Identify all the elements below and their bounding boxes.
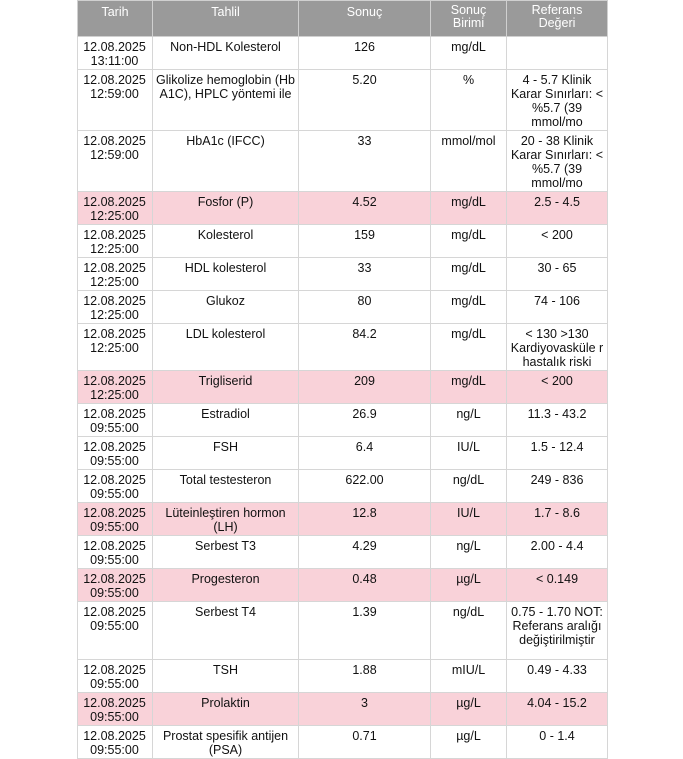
- table-row: [78, 470, 608, 503]
- date-value: 12.08.2025: [83, 506, 146, 520]
- cell-date: [78, 726, 153, 759]
- cell-date: [78, 291, 153, 324]
- cell-reference: 20 - 38 Klinik Karar Sınırları: < %5.7 (39 mmol/mo: [507, 131, 608, 192]
- date-value: 12.08.2025: [83, 294, 146, 308]
- cell-reference: 4 - 5.7 Klinik Karar Sınırları: < %5.7 (39 mmol/mo: [507, 70, 608, 131]
- cell-unit: ng/L: [431, 536, 507, 569]
- table-row: [78, 225, 608, 258]
- cell-date: [78, 470, 153, 503]
- cell-test: TSH: [153, 660, 299, 693]
- date-value: 12.08.2025: [83, 539, 146, 553]
- table-row: [78, 503, 608, 536]
- date-value: 12.08.2025: [83, 473, 146, 487]
- cell-unit: mg/dL: [431, 371, 507, 404]
- header-test: Tahlil: [153, 1, 299, 37]
- table-row: [78, 404, 608, 437]
- date-value: 12.08.2025: [83, 195, 146, 209]
- cell-date: [78, 569, 153, 602]
- time-value: 09:55:00: [90, 677, 139, 691]
- cell-reference: 74 - 106: [507, 291, 608, 324]
- table-row: [78, 437, 608, 470]
- cell-reference: 2.00 - 4.4: [507, 536, 608, 569]
- cell-test: FSH: [153, 437, 299, 470]
- cell-date: [78, 225, 153, 258]
- date-value: 12.08.2025: [83, 228, 146, 242]
- cell-result: 159: [299, 225, 431, 258]
- table-row: [78, 37, 608, 70]
- cell-test: Prolaktin: [153, 693, 299, 726]
- cell-result: 622.00: [299, 470, 431, 503]
- cell-result: 5.20: [299, 70, 431, 131]
- table-row: [78, 536, 608, 569]
- lab-results-table: [77, 0, 608, 759]
- cell-result: 12.8: [299, 503, 431, 536]
- time-value: 09:55:00: [90, 586, 139, 600]
- cell-result: 1.88: [299, 660, 431, 693]
- cell-test: Total testesteron: [153, 470, 299, 503]
- cell-reference: 0.49 - 4.33: [507, 660, 608, 693]
- date-value: 12.08.2025: [83, 374, 146, 388]
- cell-date: [78, 536, 153, 569]
- cell-unit: µg/L: [431, 726, 507, 759]
- time-value: 12:25:00: [90, 308, 139, 322]
- cell-date: [78, 404, 153, 437]
- cell-test: Non-HDL Kolesterol: [153, 37, 299, 70]
- cell-result: 1.39: [299, 602, 431, 660]
- cell-test: Trigliserid: [153, 371, 299, 404]
- header-unit: [431, 1, 507, 37]
- table-row: [78, 192, 608, 225]
- time-value: 12:59:00: [90, 87, 139, 101]
- time-value: 09:55:00: [90, 743, 139, 757]
- table-row: [78, 569, 608, 602]
- cell-unit: µg/L: [431, 569, 507, 602]
- time-value: 09:55:00: [90, 619, 139, 633]
- cell-test: Estradiol: [153, 404, 299, 437]
- cell-test: Glikolize hemoglobin (Hb A1C), HPLC yöntemi ile: [153, 70, 299, 131]
- table-row: [78, 660, 608, 693]
- time-value: 09:55:00: [90, 421, 139, 435]
- time-value: 12:25:00: [90, 341, 139, 355]
- time-value: 09:55:00: [90, 553, 139, 567]
- date-value: 12.08.2025: [83, 261, 146, 275]
- cell-result: 80: [299, 291, 431, 324]
- table-row: [78, 602, 608, 660]
- cell-unit: mg/dL: [431, 225, 507, 258]
- time-value: 12:59:00: [90, 148, 139, 162]
- cell-unit: ng/dL: [431, 470, 507, 503]
- time-value: 09:55:00: [90, 454, 139, 468]
- cell-date: [78, 371, 153, 404]
- time-value: 12:25:00: [90, 209, 139, 223]
- cell-reference: 30 - 65: [507, 258, 608, 291]
- cell-reference: < 0.149: [507, 569, 608, 602]
- time-value: 12:25:00: [90, 242, 139, 256]
- cell-date: [78, 131, 153, 192]
- cell-result: 84.2: [299, 324, 431, 371]
- cell-reference: 249 - 836: [507, 470, 608, 503]
- cell-unit: mg/dL: [431, 324, 507, 371]
- date-value: 12.08.2025: [83, 663, 146, 677]
- cell-reference: [507, 37, 608, 70]
- cell-unit: ng/L: [431, 404, 507, 437]
- header-date: Tarih: [78, 1, 153, 37]
- date-value: 12.08.2025: [83, 134, 146, 148]
- date-value: 12.08.2025: [83, 73, 146, 87]
- header-reference-line1: Referans: [531, 3, 583, 17]
- cell-result: 4.29: [299, 536, 431, 569]
- cell-unit: mg/dL: [431, 291, 507, 324]
- cell-reference: 1.5 - 12.4: [507, 437, 608, 470]
- cell-result: 33: [299, 131, 431, 192]
- table-body: [78, 37, 608, 759]
- cell-result: 126: [299, 37, 431, 70]
- table-row: [78, 291, 608, 324]
- cell-result: 6.4: [299, 437, 431, 470]
- cell-reference: 1.7 - 8.6: [507, 503, 608, 536]
- header-unit-line1: Sonuç: [450, 3, 487, 17]
- date-value: 12.08.2025: [83, 696, 146, 710]
- cell-unit: IU/L: [431, 437, 507, 470]
- table-row: [78, 726, 608, 759]
- cell-reference: 2.5 - 4.5: [507, 192, 608, 225]
- cell-reference: < 200: [507, 225, 608, 258]
- time-value: 13:11:00: [90, 54, 139, 68]
- cell-test: Kolesterol: [153, 225, 299, 258]
- cell-result: 209: [299, 371, 431, 404]
- time-value: 12:25:00: [90, 275, 139, 289]
- header-result: Sonuç: [299, 1, 431, 37]
- cell-unit: mg/dL: [431, 192, 507, 225]
- date-value: 12.08.2025: [83, 407, 146, 421]
- cell-test: Progesteron: [153, 569, 299, 602]
- cell-test: HbA1c (IFCC): [153, 131, 299, 192]
- date-value: 12.08.2025: [83, 572, 146, 586]
- cell-result: 26.9: [299, 404, 431, 437]
- cell-date: [78, 324, 153, 371]
- cell-unit: IU/L: [431, 503, 507, 536]
- table-row: [78, 258, 608, 291]
- cell-result: 0.48: [299, 569, 431, 602]
- cell-unit: mg/dL: [431, 258, 507, 291]
- cell-reference: 11.3 - 43.2: [507, 404, 608, 437]
- cell-test: HDL kolesterol: [153, 258, 299, 291]
- cell-test: Serbest T3: [153, 536, 299, 569]
- table-row: [78, 70, 608, 131]
- cell-unit: mIU/L: [431, 660, 507, 693]
- cell-test: Prostat spesifik antijen (PSA): [153, 726, 299, 759]
- date-value: 12.08.2025: [83, 605, 146, 619]
- cell-test: LDL kolesterol: [153, 324, 299, 371]
- cell-unit: ng/dL: [431, 602, 507, 660]
- cell-date: [78, 70, 153, 131]
- cell-result: 4.52: [299, 192, 431, 225]
- header-unit-line2: Birimi: [452, 16, 485, 30]
- table-row: [78, 131, 608, 192]
- cell-result: 0.71: [299, 726, 431, 759]
- time-value: 09:55:00: [90, 487, 139, 501]
- time-value: 12:25:00: [90, 388, 139, 402]
- cell-unit: mmol/mol: [431, 131, 507, 192]
- cell-test: Serbest T4: [153, 602, 299, 660]
- time-value: 09:55:00: [90, 710, 139, 724]
- cell-date: [78, 602, 153, 660]
- cell-reference: 4.04 - 15.2: [507, 693, 608, 726]
- date-value: 12.08.2025: [83, 729, 146, 743]
- cell-date: [78, 192, 153, 225]
- table-row: [78, 371, 608, 404]
- header-reference-line2: Değeri: [538, 16, 576, 30]
- date-value: 12.08.2025: [83, 327, 146, 341]
- cell-test: Glukoz: [153, 291, 299, 324]
- cell-unit: µg/L: [431, 693, 507, 726]
- cell-test: Lüteinleştiren hormon (LH): [153, 503, 299, 536]
- header-reference: [507, 1, 608, 37]
- cell-unit: mg/dL: [431, 37, 507, 70]
- time-value: 09:55:00: [90, 520, 139, 534]
- cell-date: [78, 437, 153, 470]
- cell-unit: %: [431, 70, 507, 131]
- cell-test: Fosfor (P): [153, 192, 299, 225]
- date-value: 12.08.2025: [83, 40, 146, 54]
- cell-reference: 0 - 1.4: [507, 726, 608, 759]
- cell-reference: < 130 >130 Kardiyovasküle r hastalık riski: [507, 324, 608, 371]
- cell-result: 33: [299, 258, 431, 291]
- cell-reference: 0.75 - 1.70 NOT: Referans aralığı değiştirilmiştir: [507, 602, 608, 660]
- table-row: [78, 693, 608, 726]
- table-row: [78, 324, 608, 371]
- date-value: 12.08.2025: [83, 440, 146, 454]
- cell-date: [78, 258, 153, 291]
- table-header: [78, 1, 608, 37]
- cell-date: [78, 660, 153, 693]
- cell-result: 3: [299, 693, 431, 726]
- cell-date: [78, 37, 153, 70]
- cell-date: [78, 503, 153, 536]
- cell-reference: < 200: [507, 371, 608, 404]
- cell-date: [78, 693, 153, 726]
